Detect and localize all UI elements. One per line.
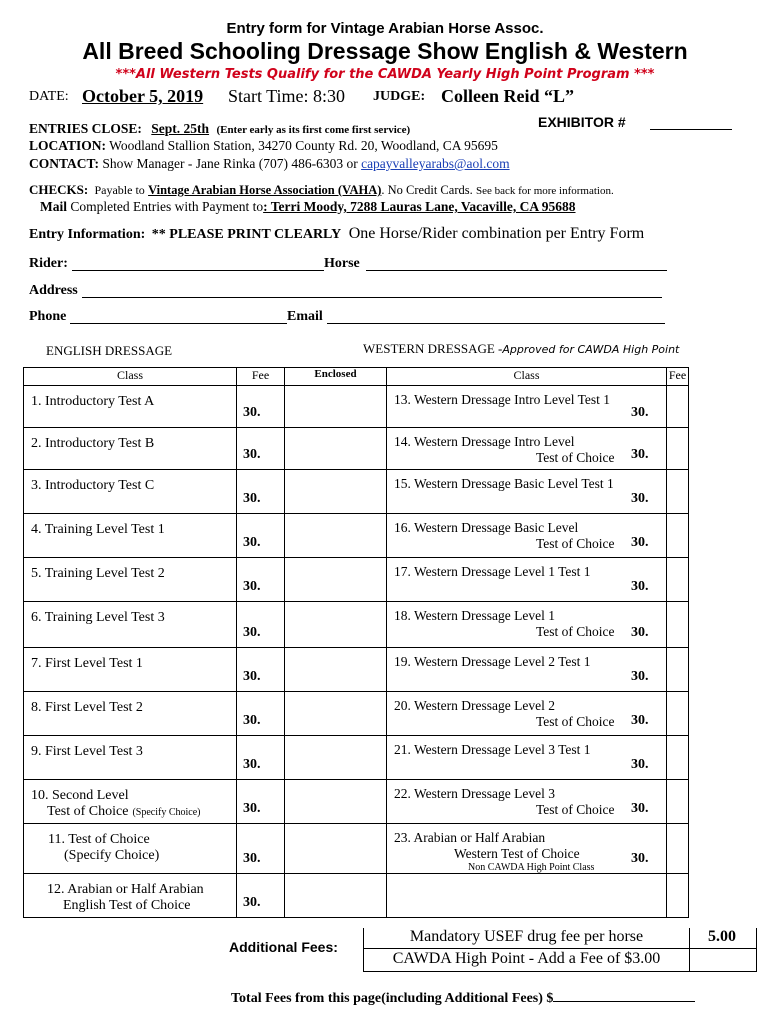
western-fee: 30. (631, 491, 649, 506)
checks-note: See back for more information. (475, 185, 614, 197)
start-time: Start Time: 8:30 (228, 86, 346, 106)
date-label: DATE: (29, 89, 69, 104)
western-class-note: Non CAWDA High Point Class (468, 862, 595, 873)
western-class-name: 18. Western Dressage Level 1 (394, 608, 555, 623)
western-fee: 30. (631, 713, 649, 728)
english-fee: 30. (243, 491, 261, 506)
western-class-cell (387, 648, 667, 692)
cawda-fee-label: CAWDA High Point - Add a Fee of $3.00 (392, 950, 661, 967)
english-fee: 30. (243, 625, 261, 640)
english-class-name: 7. First Level Test 1 (31, 656, 143, 671)
western-class-cell (387, 514, 667, 558)
entries-close-label: ENTRIES CLOSE: (29, 121, 142, 136)
english-class-cell (24, 824, 237, 874)
western-class-name: 21. Western Dressage Level 3 Test 1 (394, 742, 591, 757)
western-class-cell (387, 874, 667, 918)
english-class-name: 1. Introductory Test A (31, 394, 155, 409)
class-row (24, 780, 689, 824)
class-row (24, 386, 689, 428)
class-row (24, 470, 689, 514)
address-label: Address (29, 283, 78, 298)
western-fee: 30. (631, 625, 649, 640)
mail-to: : Terri Moody, 7288 Lauras Lane, Vacaville, CA 95688 (263, 199, 576, 214)
western-class-cell (387, 736, 667, 780)
class-row (24, 514, 689, 558)
english-class-name: 12. Arabian or Half Arabian (47, 882, 204, 897)
class-row (24, 648, 689, 692)
english-class-cell (24, 648, 237, 692)
western-class-cell (387, 386, 667, 428)
western-class-cell (387, 780, 667, 824)
class-row (24, 874, 689, 918)
western-fee-cell (631, 824, 689, 874)
contact-value: Show Manager - Jane Rinka (707) 486-6303 or (102, 156, 358, 171)
english-fee-cell (237, 602, 285, 648)
western-fee-cell (631, 470, 689, 514)
cawda-fee-value-box[interactable] (688, 949, 757, 972)
enclosed-cell[interactable] (285, 780, 387, 824)
class-row (24, 736, 689, 780)
contact-label: CONTACT: (29, 156, 99, 171)
western-class-cell (387, 602, 667, 648)
english-fee-cell (237, 736, 285, 780)
total-fees (231, 991, 695, 1007)
western-class-name: 19. Western Dressage Level 2 Test 1 (394, 654, 591, 669)
english-class-name: 3. Introductory Test C (31, 478, 155, 493)
english-class-name: 8. First Level Test 2 (31, 700, 143, 715)
english-class-cell (24, 558, 237, 602)
address-field[interactable] (82, 297, 662, 298)
western-class-name: 14. Western Dressage Intro Level (394, 434, 575, 449)
western-class-name: 16. Western Dressage Basic Level (394, 520, 579, 535)
western-class-cell (387, 692, 667, 736)
english-class-subtitle (47, 898, 236, 914)
additional-fees-label: Additional Fees: (229, 939, 338, 955)
entry-info-instruction: ** PLEASE PRINT CLEARLY (151, 227, 342, 242)
western-class-subtitle: Test of Choice (536, 450, 615, 465)
english-class-specify: (Specify Choice) (132, 807, 201, 818)
english-class-cell (24, 470, 237, 514)
date-value: October 5, 2019 (82, 86, 204, 106)
english-class-subtitle (31, 804, 236, 820)
english-fee: 30. (243, 713, 261, 728)
location (29, 138, 498, 154)
checks-payee: Vintage Arabian Horse Association (VAHA) (148, 183, 382, 197)
western-class-cell (387, 558, 667, 602)
class-row (24, 824, 689, 874)
phone-label: Phone (29, 309, 67, 324)
english-fee: 30. (243, 895, 261, 910)
western-class-cell (387, 824, 667, 874)
show-title: All Breed Schooling Dressage Show English & Western (82, 38, 688, 64)
class-row (24, 602, 689, 648)
exhibitor-number-field[interactable] (650, 129, 732, 130)
total-fees-label: Total Fees from this page(including Additional Fees) $ (231, 991, 554, 1006)
contact (29, 156, 510, 172)
total-fees-field[interactable] (553, 1001, 695, 1002)
usef-fee-label: Mandatory USEF drug fee per horse (409, 928, 644, 945)
mail-pre: Mail (40, 199, 67, 214)
western-fee-cell (631, 428, 689, 470)
english-fee: 30. (243, 851, 261, 866)
entry-info-combination: One Horse/Rider combination per Entry Form (348, 225, 645, 242)
entries-close (29, 121, 410, 137)
form-title: Entry form for Vintage Arabian Horse Assoc. (226, 20, 544, 37)
email-field[interactable] (327, 323, 665, 324)
western-fee: 30. (631, 579, 649, 594)
class-row (24, 428, 689, 470)
usef-fee-value: 5.00 (688, 928, 757, 949)
usef-fee-row (363, 928, 690, 949)
enclosed-cell[interactable] (285, 386, 387, 428)
rider-field[interactable] (72, 270, 324, 271)
western-fee-cell (631, 692, 689, 736)
western-note: ***All Western Tests Qualify for the CAWDA Yearly High Point Program *** (115, 67, 655, 82)
english-fee: 30. (243, 535, 261, 550)
entry-info (29, 225, 644, 243)
horse-label: Horse (324, 256, 360, 271)
western-fee: 30. (631, 669, 649, 684)
western-heading-note: Approved for CAWDA High Point (502, 343, 680, 356)
english-class-cell (24, 780, 237, 824)
class-table (23, 367, 689, 918)
entry-info-label: Entry Information: (29, 227, 146, 242)
english-fee-cell (237, 428, 285, 470)
western-fee-cell (631, 602, 689, 648)
english-fee-cell (237, 514, 285, 558)
enclosed-cell[interactable] (285, 824, 387, 874)
western-class-name: 15. Western Dressage Basic Level Test 1 (394, 476, 614, 491)
enclosed-cell[interactable] (285, 648, 387, 692)
enclosed-cell[interactable] (285, 874, 387, 918)
class-row (24, 558, 689, 602)
western-class-cell (387, 428, 667, 470)
enclosed-cell[interactable] (285, 558, 387, 602)
western-class-subtitle: Test of Choice (536, 714, 615, 729)
western-class-subtitle: Test of Choice (536, 802, 615, 817)
english-dressage-heading: ENGLISH DRESSAGE (46, 343, 173, 358)
judge-label: JUDGE: (373, 89, 426, 104)
western-class-cell (387, 470, 667, 514)
enclosed-cell[interactable] (285, 428, 387, 470)
mail-mid: Completed Entries with Payment to (70, 199, 264, 214)
western-class-subtitle: Test of Choice (536, 536, 615, 551)
english-class-cell (24, 602, 237, 648)
checks-pre: Payable to (94, 183, 145, 197)
english-class-subtitle-text: English Test of Choice (63, 898, 191, 913)
english-fee-cell (237, 558, 285, 602)
western-fee-cell (667, 874, 689, 918)
exhibitor-label: EXHIBITOR # (538, 114, 626, 130)
western-fee-cell (631, 386, 689, 428)
english-fee: 30. (243, 801, 261, 816)
enclosed-cell[interactable] (285, 470, 387, 514)
western-fee: 30. (631, 757, 649, 772)
header-class: Class (24, 368, 237, 386)
header-class-western: Class (387, 368, 667, 386)
location-label: LOCATION: (29, 138, 107, 153)
english-class-name: 11. Test of Choice (48, 832, 150, 847)
western-fee-cell (631, 558, 689, 602)
enclosed-cell[interactable] (285, 736, 387, 780)
english-fee-cell (237, 780, 285, 824)
western-class-subtitle: Western Test of Choice (454, 846, 580, 861)
western-class-subtitle: Test of Choice (536, 624, 615, 639)
english-class-cell (24, 692, 237, 736)
checks (29, 182, 614, 198)
english-class-subtitle-text: (Specify Choice) (64, 848, 160, 863)
western-fee-cell (631, 736, 689, 780)
western-fee: 30. (631, 851, 649, 866)
english-class-cell (24, 428, 237, 470)
english-class-name: 2. Introductory Test B (31, 436, 155, 451)
cawda-fee-row (363, 949, 690, 972)
entries-close-value: Sept. 25th (151, 121, 210, 136)
english-fee-cell (237, 824, 285, 874)
english-fee: 30. (243, 757, 261, 772)
western-heading-text: WESTERN DRESSAGE - (363, 341, 503, 356)
english-fee-cell (237, 386, 285, 428)
contact-email-link[interactable]: capayvalleyarabs@aol.com (361, 156, 510, 171)
english-class-subtitle-text: Test of Choice (47, 804, 129, 819)
english-class-cell (24, 514, 237, 558)
email-label: Email (287, 309, 323, 324)
western-class-name: 23. Arabian or Half Arabian (394, 830, 546, 845)
mail (40, 199, 576, 215)
english-class-cell (24, 874, 237, 918)
western-class-name: 20. Western Dressage Level 2 (394, 698, 555, 713)
western-fee: 30. (631, 447, 649, 462)
rider-label: Rider: (29, 256, 68, 271)
western-fee: 30. (631, 405, 649, 420)
horse-field[interactable] (366, 270, 667, 271)
english-fee: 30. (243, 447, 261, 462)
western-class-name: 17. Western Dressage Level 1 Test 1 (394, 564, 591, 579)
enclosed-cell[interactable] (285, 602, 387, 648)
western-fee: 30. (631, 535, 649, 550)
english-class-cell (24, 736, 237, 780)
entries-close-note: (Enter early as its first come first service) (216, 124, 411, 136)
western-fee: 30. (631, 801, 649, 816)
english-class-name: 10. Second Level (31, 788, 129, 803)
location-value: Woodland Stallion Station, 34270 County Rd. 20, Woodland, CA 95695 (109, 138, 498, 153)
english-class-name: 4. Training Level Test 1 (31, 522, 165, 537)
english-class-cell (24, 386, 237, 428)
english-class-name: 6. Training Level Test 3 (31, 610, 165, 625)
western-fee-cell (631, 648, 689, 692)
western-dressage-heading (363, 341, 679, 357)
enclosed-cell[interactable] (285, 514, 387, 558)
english-fee-cell (237, 874, 285, 918)
western-class-name: 13. Western Dressage Intro Level Test 1 (394, 392, 611, 407)
english-fee: 30. (243, 405, 261, 420)
english-class-subtitle (48, 848, 236, 864)
english-fee-cell (237, 648, 285, 692)
class-row (24, 692, 689, 736)
english-fee-cell (237, 470, 285, 514)
western-fee-cell (631, 514, 689, 558)
enclosed-cell[interactable] (285, 692, 387, 736)
judge-value: Colleen Reid “L” (441, 86, 574, 106)
western-class-name: 22. Western Dressage Level 3 (394, 786, 555, 801)
western-fee-cell (631, 780, 689, 824)
phone-field[interactable] (70, 323, 287, 324)
english-fee-cell (237, 692, 285, 736)
english-class-name: 9. First Level Test 3 (31, 744, 143, 759)
checks-post: . No Credit Cards. (381, 183, 473, 197)
header-enclosed: Enclosed (285, 368, 387, 386)
header-fee-western: Fee (667, 368, 689, 386)
english-fee: 30. (243, 669, 261, 684)
class-table-header (24, 368, 689, 386)
checks-label: CHECKS: (29, 182, 89, 197)
english-class-name: 5. Training Level Test 2 (31, 566, 165, 581)
header-fee: Fee (237, 368, 285, 386)
english-fee: 30. (243, 579, 261, 594)
